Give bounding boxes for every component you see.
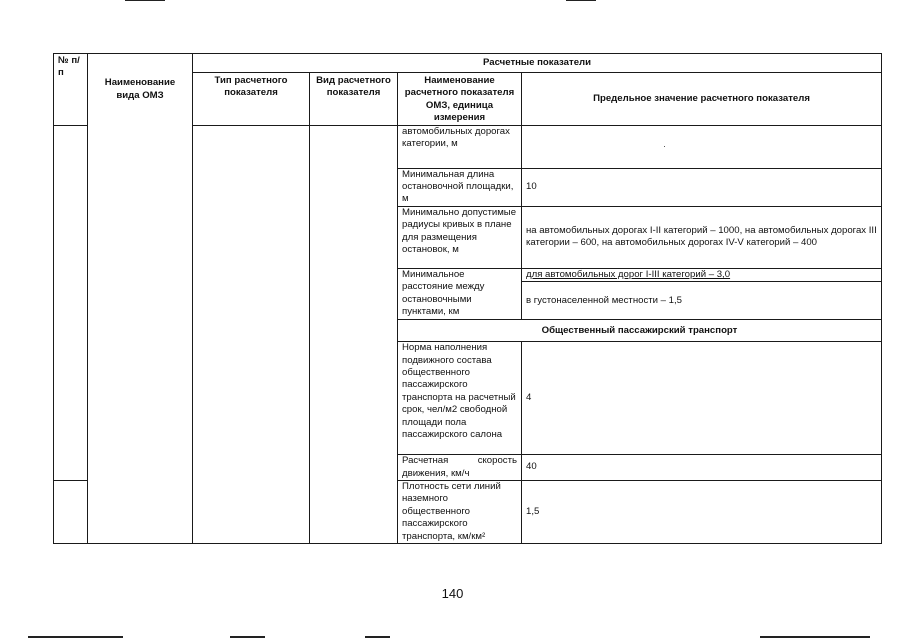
indicator-name: Минимальное расстояние между остановочными пунктами, км bbox=[398, 268, 522, 319]
omz-name-cell bbox=[88, 125, 193, 543]
indicator-value bbox=[522, 125, 882, 168]
page-number: 140 bbox=[441, 586, 464, 601]
indicator-value: 4 bbox=[522, 342, 882, 455]
indicator-name-line-1: Расчетная скорость bbox=[402, 455, 517, 467]
indicator-name: Минимально допустимые радиусы кривых в плане для размещения остановок, м bbox=[398, 206, 522, 268]
header-indicator-name: Наименование расчетного показателя ОМЗ, единица измерения bbox=[398, 73, 522, 126]
num-cell-2 bbox=[54, 481, 88, 544]
type-cell bbox=[193, 125, 310, 543]
indicator-value: для автомобильных дорог I-III категорий – 3,0 bbox=[522, 268, 882, 281]
omz-indicators-table bbox=[53, 53, 882, 544]
indicator-value: 1,5 bbox=[522, 481, 882, 544]
indicator-name-line-2: движения, км/ч bbox=[402, 467, 470, 479]
num-cell bbox=[54, 125, 88, 480]
scan-artifact-top-right bbox=[566, 0, 596, 1]
indicator-name: Минимальная длина остановочной площадки, м bbox=[398, 168, 522, 206]
header-row-1 bbox=[54, 54, 882, 73]
indicator-name: автомобильных дорогах категории, м bbox=[398, 125, 522, 168]
indicator-value: 10 bbox=[522, 168, 882, 206]
header-type: Тип расчетного показателя bbox=[193, 73, 310, 126]
indicator-value: на автомобильных дорогах I-II категорий – 1000, на автомобильных дорогах III категории – 600, на автомобильных дорогах IV-V категорий – 400 bbox=[522, 206, 882, 268]
scan-artifact-bottom-1 bbox=[28, 636, 123, 638]
header-num: № п/п bbox=[54, 54, 88, 126]
indicator-name: Плотность сети линий наземного общественного пассажирского транспорта, км/км² bbox=[398, 481, 522, 544]
scan-artifact-top-left bbox=[125, 0, 165, 1]
header-omz-name: Наименование вида ОМЗ bbox=[88, 54, 193, 126]
scan-artifact-bottom-3 bbox=[365, 636, 390, 638]
indicator-value: 40 bbox=[522, 455, 882, 481]
header-limit: Предельное значение расчетного показателя bbox=[522, 73, 882, 126]
scan-artifact-bottom-4 bbox=[760, 636, 870, 638]
scan-speck bbox=[664, 146, 665, 147]
scan-artifact-bottom-2 bbox=[230, 636, 265, 638]
table-row bbox=[54, 125, 882, 168]
kind-cell bbox=[310, 125, 398, 543]
header-kind: Вид расчетного показателя bbox=[310, 73, 398, 126]
indicator-name bbox=[398, 455, 522, 481]
indicator-value-2: в густонаселенной местности – 1,5 bbox=[522, 282, 882, 320]
header-group: Расчетные показатели bbox=[193, 54, 882, 73]
section-title: Общественный пассажирский транспорт bbox=[398, 320, 882, 342]
indicator-name: Норма наполнения подвижного состава общественного пассажирского транспорта на расчетный срок, чел/м2 свободной площади пола пассажирского салона bbox=[398, 342, 522, 455]
